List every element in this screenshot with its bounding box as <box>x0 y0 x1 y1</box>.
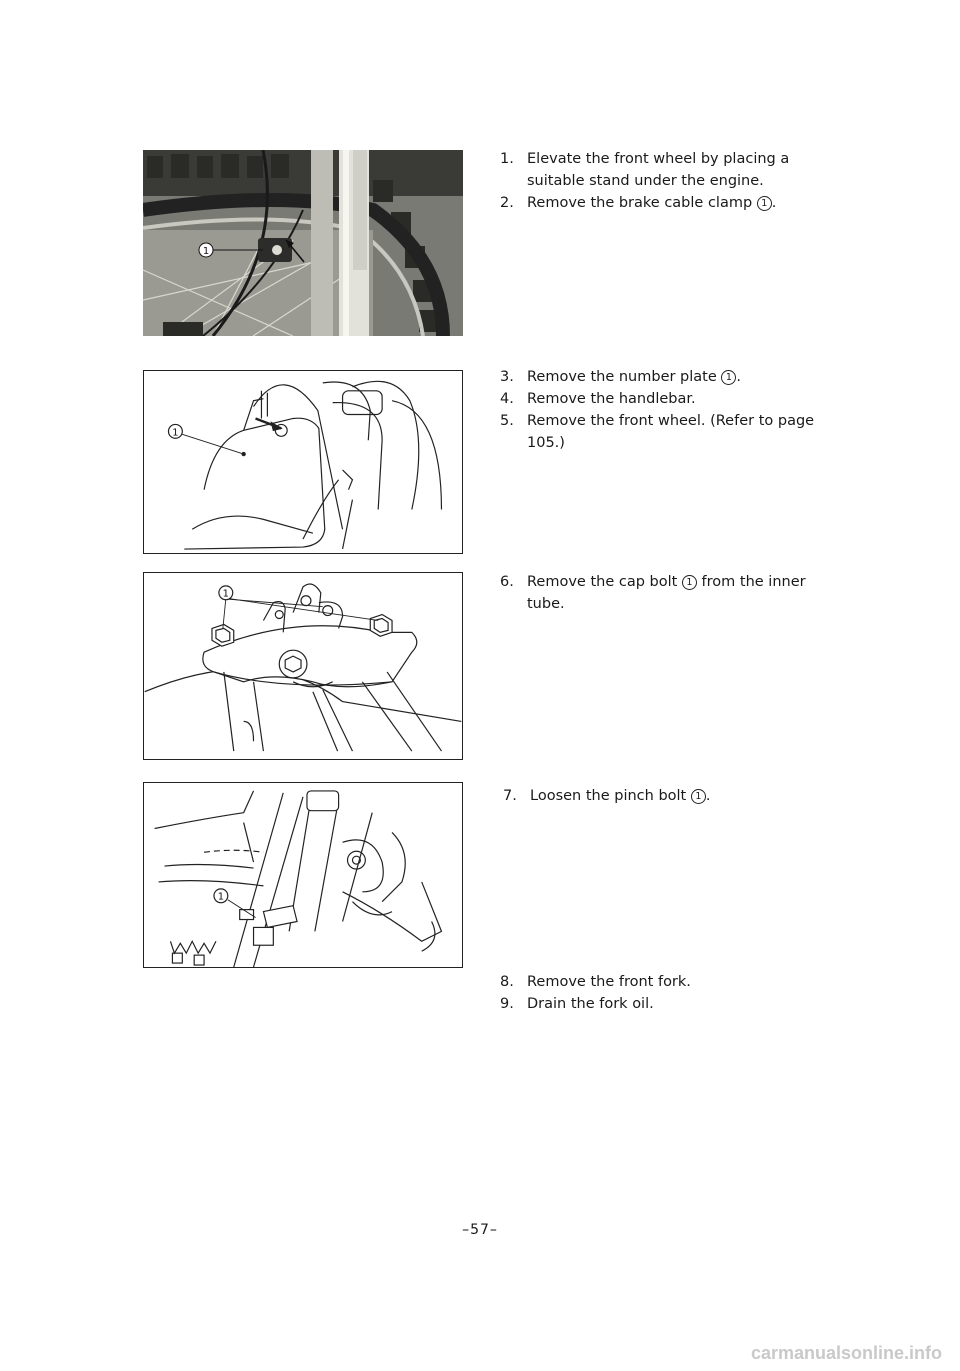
step-2 <box>500 192 820 214</box>
callout-ref: 1 <box>691 789 706 804</box>
step-7 <box>503 785 823 807</box>
figure-cap-bolt <box>143 572 463 760</box>
step-number: 4. <box>500 391 514 407</box>
step-number: 7. <box>503 788 517 804</box>
steps-block-2 <box>500 366 820 454</box>
fig2-callout: 1 <box>172 427 179 439</box>
step-text: Remove the front wheel. (Refer to page 105.) <box>527 413 815 451</box>
step-number: 9. <box>500 996 514 1012</box>
pinch-bolt-drawing <box>144 783 462 967</box>
step-1 <box>500 148 820 192</box>
step-text <box>530 785 823 807</box>
callout-ref: 1 <box>757 196 772 211</box>
step-text: Remove the handlebar. <box>527 391 696 407</box>
step-9 <box>500 993 820 1015</box>
cap-bolt-drawing <box>144 573 462 759</box>
figure-number-plate <box>143 370 463 554</box>
steps-block-1 <box>500 148 820 214</box>
step-3 <box>500 366 820 388</box>
page-number: –57– <box>462 1222 498 1238</box>
step-text-main: Loosen the pinch bolt <box>530 788 687 804</box>
fig4-callout: 1 <box>217 891 225 903</box>
callout-ref: 1 <box>682 575 697 590</box>
step-5 <box>500 410 820 454</box>
step-text-after: from the inner tube. <box>527 574 806 612</box>
figure-brake-cable-clamp-photo <box>143 150 463 336</box>
step-text-after: . <box>771 195 777 211</box>
step-text: Elevate the front wheel by placing a suitable stand under the engine. <box>527 151 790 189</box>
steps-block-3 <box>500 571 820 615</box>
step-number: 6. <box>500 574 514 590</box>
step-text-main: Remove the number plate <box>527 369 717 385</box>
number-plate-drawing <box>144 371 462 553</box>
step-number: 3. <box>500 369 514 385</box>
steps-block-5 <box>500 971 820 1015</box>
step-number: 2. <box>500 195 514 211</box>
step-4 <box>500 388 820 410</box>
step-text-after: . <box>705 788 711 804</box>
step-8 <box>500 971 820 993</box>
fig1-callout: 1 <box>202 246 210 257</box>
callout-ref: 1 <box>721 370 736 385</box>
step-text <box>527 192 820 214</box>
step-number: 1. <box>500 151 514 167</box>
step-text: Drain the fork oil. <box>527 996 654 1012</box>
steps-block-4 <box>503 785 823 807</box>
step-text-main: Remove the cap bolt <box>527 574 678 590</box>
fig3-callout: 1 <box>222 588 229 600</box>
step-number: 5. <box>500 413 514 429</box>
step-text-main: Remove the brake cable clamp <box>527 195 753 211</box>
figure-pinch-bolt <box>143 782 463 968</box>
step-text: Remove the front fork. <box>527 974 691 990</box>
front-wheel-photo <box>143 150 463 336</box>
step-text <box>527 571 820 615</box>
step-6 <box>500 571 820 615</box>
step-number: 8. <box>500 974 514 990</box>
step-text-after: . <box>736 369 742 385</box>
step-text <box>527 366 820 388</box>
watermark: carmanualsonline.info <box>750 1343 942 1363</box>
